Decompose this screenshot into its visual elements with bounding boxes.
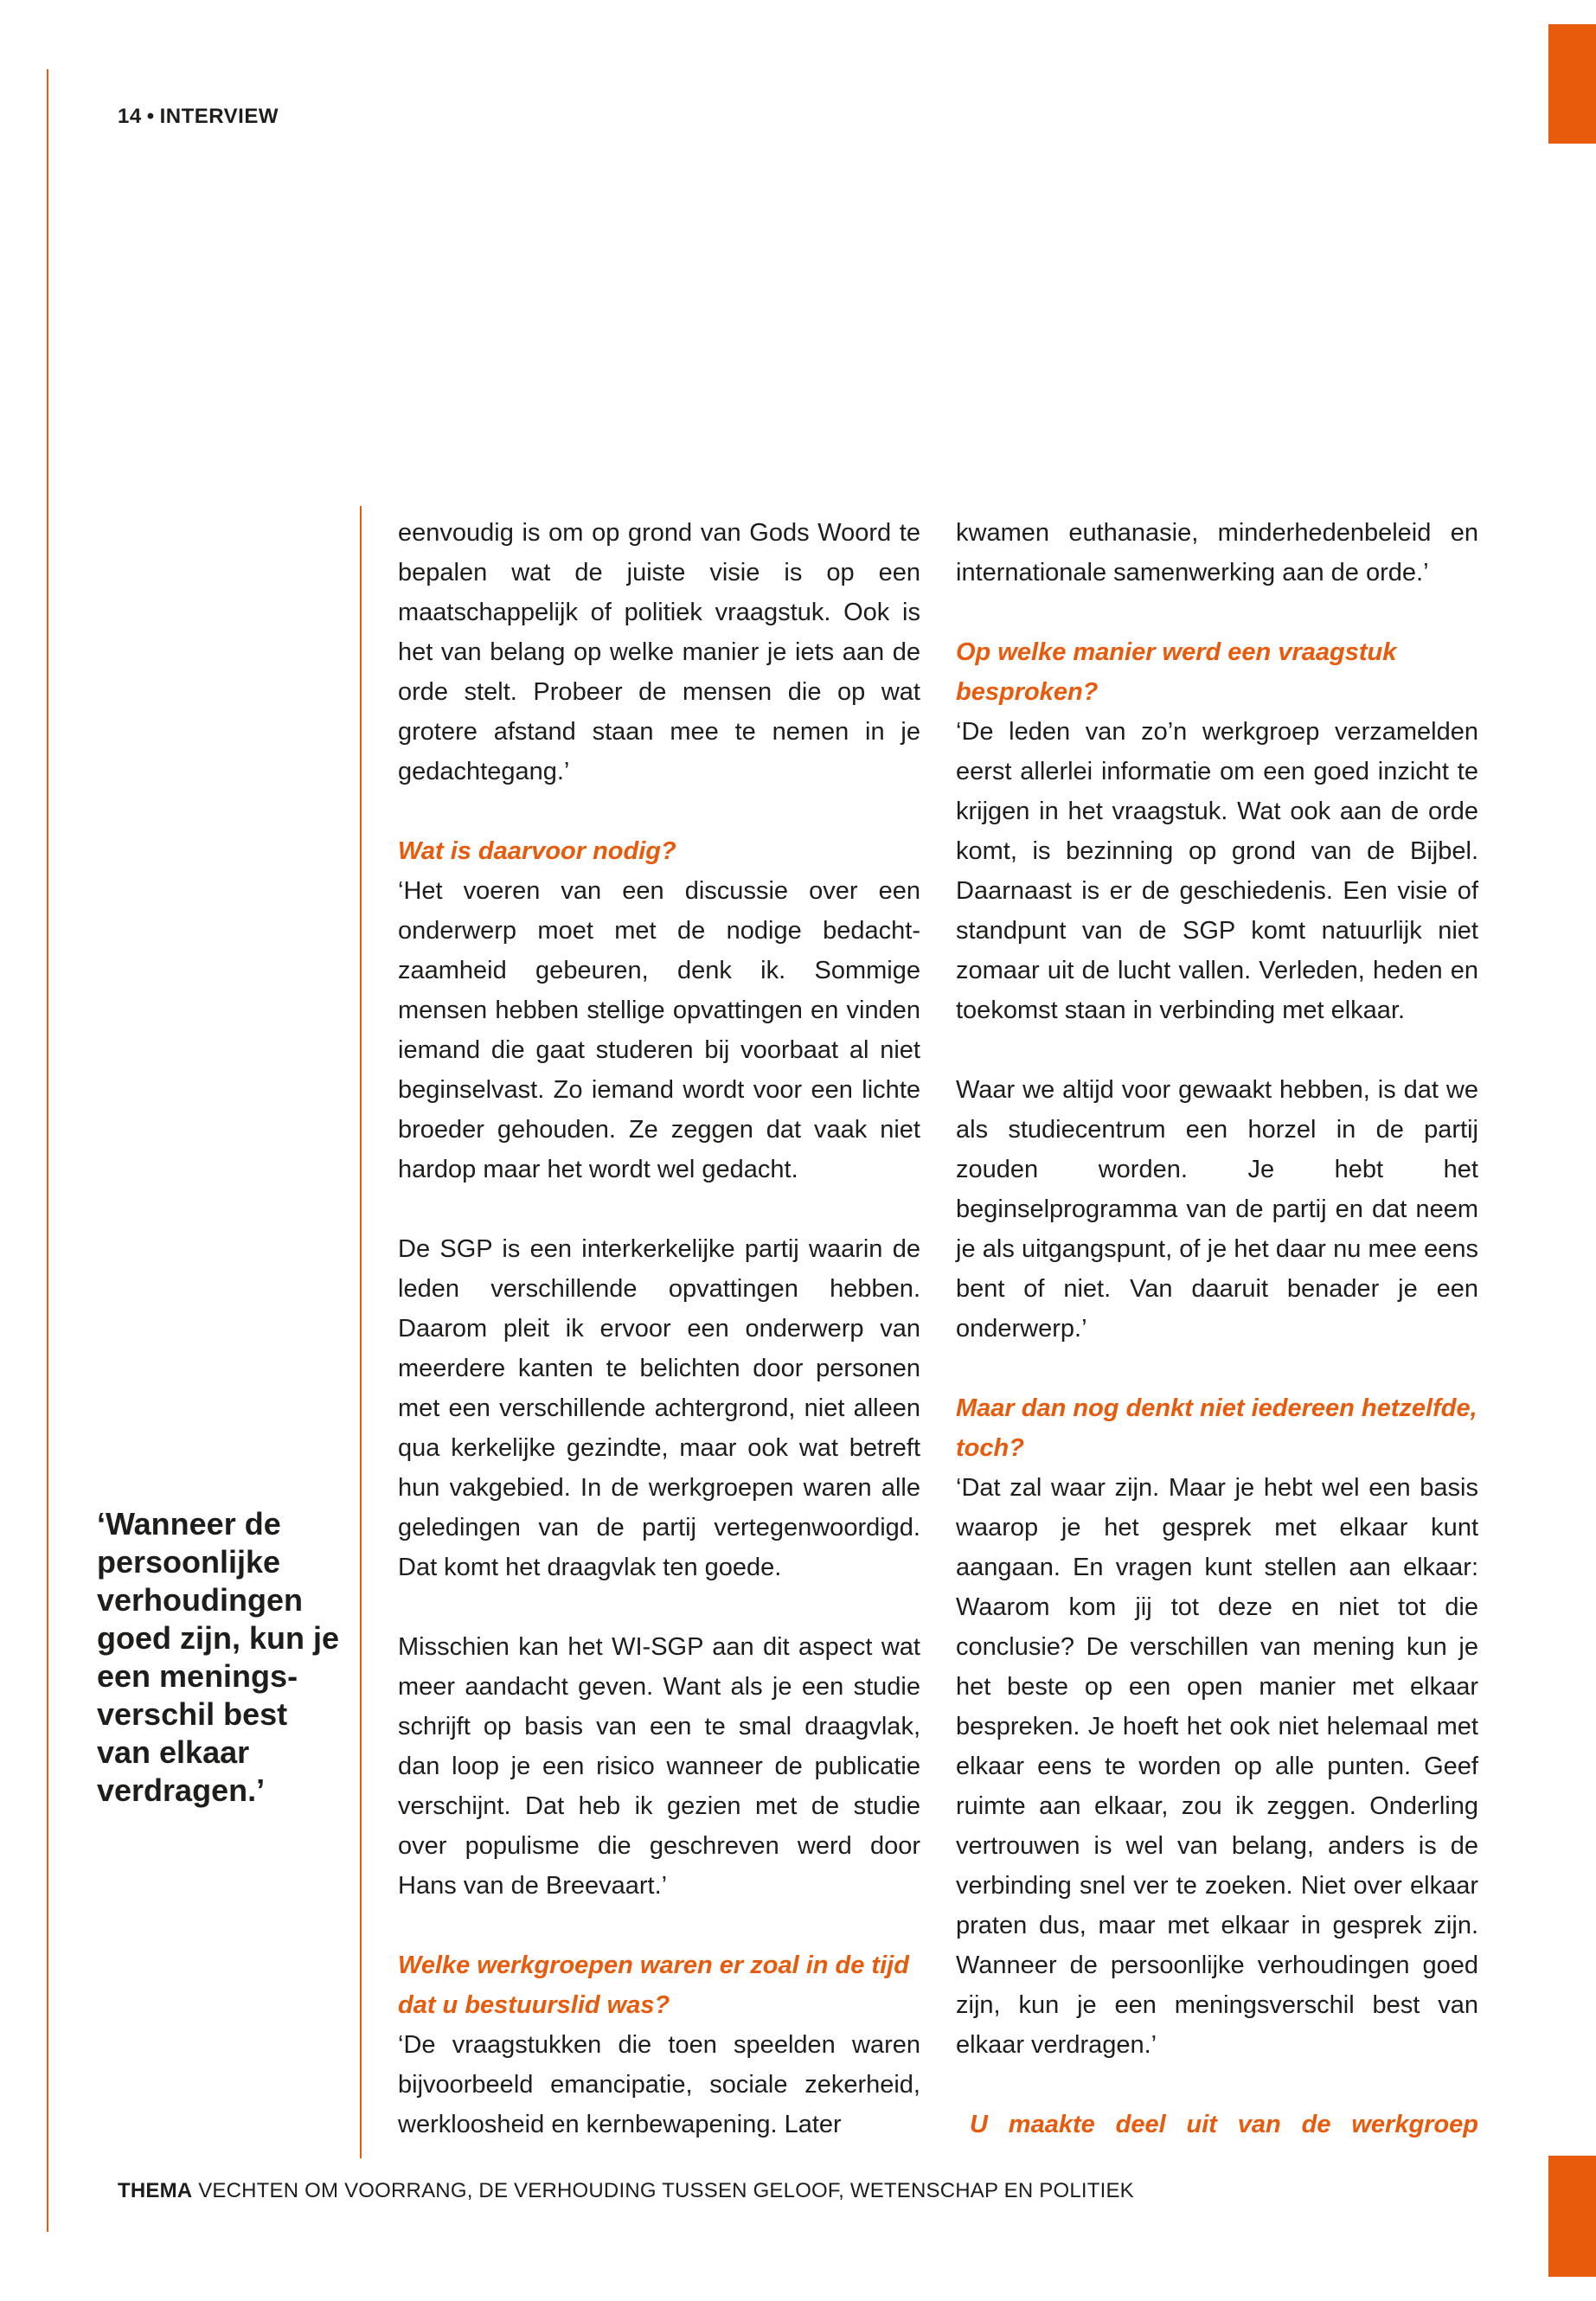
interview-question: Welke werkgroepen waren er zoal in de tijd dat u bestuurslid was? [398, 1952, 909, 2019]
page-footer [118, 2179, 1134, 2203]
interview-question: Wat is daarvoor nodig? [398, 837, 676, 865]
interview-question: Maar dan nog denkt niet iedereen hetzelfde, toch? [956, 1394, 1477, 1462]
page-header [118, 105, 279, 129]
paragraph: ‘Dat zal waar zijn. Maar je hebt wel een basis waarop je het gesprek met elkaar kunt aangaan. En vragen kunt stellen aan elkaar: Waarom kom jij tot deze en niet tot die conclusie? De verschillen van mening kun je het beste op een open manier met elkaar bespreken. Je hoeft het ook niet helemaal met elkaar eens te worden op alle punten. Geef ruimte aan elkaar, zou ik zeggen. Onderling vertrouwen is wel van belang, anders is de verbinding snel ver te zoeken. Niet over elkaar praten dus, maar met elkaar in gesprek zijn. Wanneer de persoonlijke verhoudingen goed zijn, kun je een meningsverschil best van elkaar verdragen.’ [956, 1474, 1478, 2059]
paragraph: ‘De vraagstukken die toen speelden waren bijvoorbeeld emancipatie, sociale zekerheid, werkloosheid en kernbewapening. Later [398, 2031, 920, 2138]
page-number: 14 [118, 105, 142, 128]
footer-label: THEMA [118, 2179, 193, 2202]
paragraph: kwamen euthanasie, minderhedenbeleid en internationale samenwerking aan de orde.’ [956, 519, 1478, 586]
paragraph: eenvoudig is om op grond van Gods Woord te bepalen wat de juiste visie is op een maatschappelijk of politiek vraagstuk. Ook is het van belang op welke manier je iets aan de orde stelt. Probeer de mensen die op wat grotere afstand staan mee te nemen in je gedachtegang.’ [398, 519, 920, 785]
paragraph: Waar we altijd voor gewaakt hebben, is dat we als studiecentrum een horzel in de partij zouden worden. Je hebt het beginselprogramma van de partij en dat neem je als uitgangspunt, of je het daar nu mee eens bent of niet. Van daaruit benader je een onderwerp.’ [956, 1076, 1478, 1343]
paragraph: ‘De leden van zo’n werkgroep verzamelden eerst allerlei informatie om een goed inzicht te krijgen in het vraagstuk. Wat ook aan de orde komt, is bezinning op grond van de Bijbel. Daarnaast is er de geschiedenis. Een visie of standpunt van de SGP komt natuurlijk niet zomaar uit de lucht vallen. Verleden, heden en toekomst staan in verbinding met elkaar. [956, 718, 1478, 1024]
page-tab-top [1548, 24, 1596, 144]
header-separator: • [146, 105, 155, 128]
interview-question: U maakte deel uit van de werkgroep [970, 2111, 1478, 2138]
text-column-1 [398, 513, 920, 2144]
footer-text: VECHTEN OM VOORRANG, DE VERHOUDING TUSSEN GELOOF, WETENSCHAP EN POLITIEK [198, 2179, 1134, 2202]
pull-quote: ‘Wanneer de persoonlijke verhoudingen goed zijn, kun je een meningsverschil best van elkaar verdragen.’ [97, 1506, 340, 1808]
page-tab-bottom [1548, 2156, 1596, 2277]
paragraph: De SGP is een interkerkelijke partij waarin de leden verschillende opvattingen hebben. Daarom pleit ik ervoor een onderwerp van meerdere kanten te belichten door personen met een verschillende achtergrond, niet alleen qua kerkelijke gezindte, maar ook wat betreft hun vakgebied. In de werkgroepen waren alle geledingen van de partij vertegenwoordigd. Dat komt het draagvlak ten goede. [398, 1235, 920, 1581]
section-title: INTERVIEW [159, 105, 279, 128]
column-divider-rule [360, 506, 362, 2158]
text-column-2 [956, 513, 1478, 2144]
interview-question: Op welke manier werd een vraagstuk besproken? [956, 638, 1397, 706]
paragraph: ‘Het voeren van een discussie over een onderwerp moet met de nodige bedachtzaamheid gebeuren, denk ik. Sommige mensen hebben stellige opvattingen en vinden iemand die gaat studeren bij voorbaat al niet beginselvast. Zo iemand wordt voor een lichte broeder gehouden. Ze zeggen dat vaak niet hardop maar het wordt wel gedacht. [398, 877, 920, 1183]
paragraph: Misschien kan het WI-SGP aan dit aspect wat meer aandacht geven. Want als je een studie schrijft op basis van een te smal draagvlak, dan loop je een risico wanneer de publicatie verschijnt. Dat heb ik gezien met de studie over populisme die geschreven werd door Hans van de Breevaart.’ [398, 1633, 920, 1900]
left-margin-rule [47, 69, 48, 2232]
